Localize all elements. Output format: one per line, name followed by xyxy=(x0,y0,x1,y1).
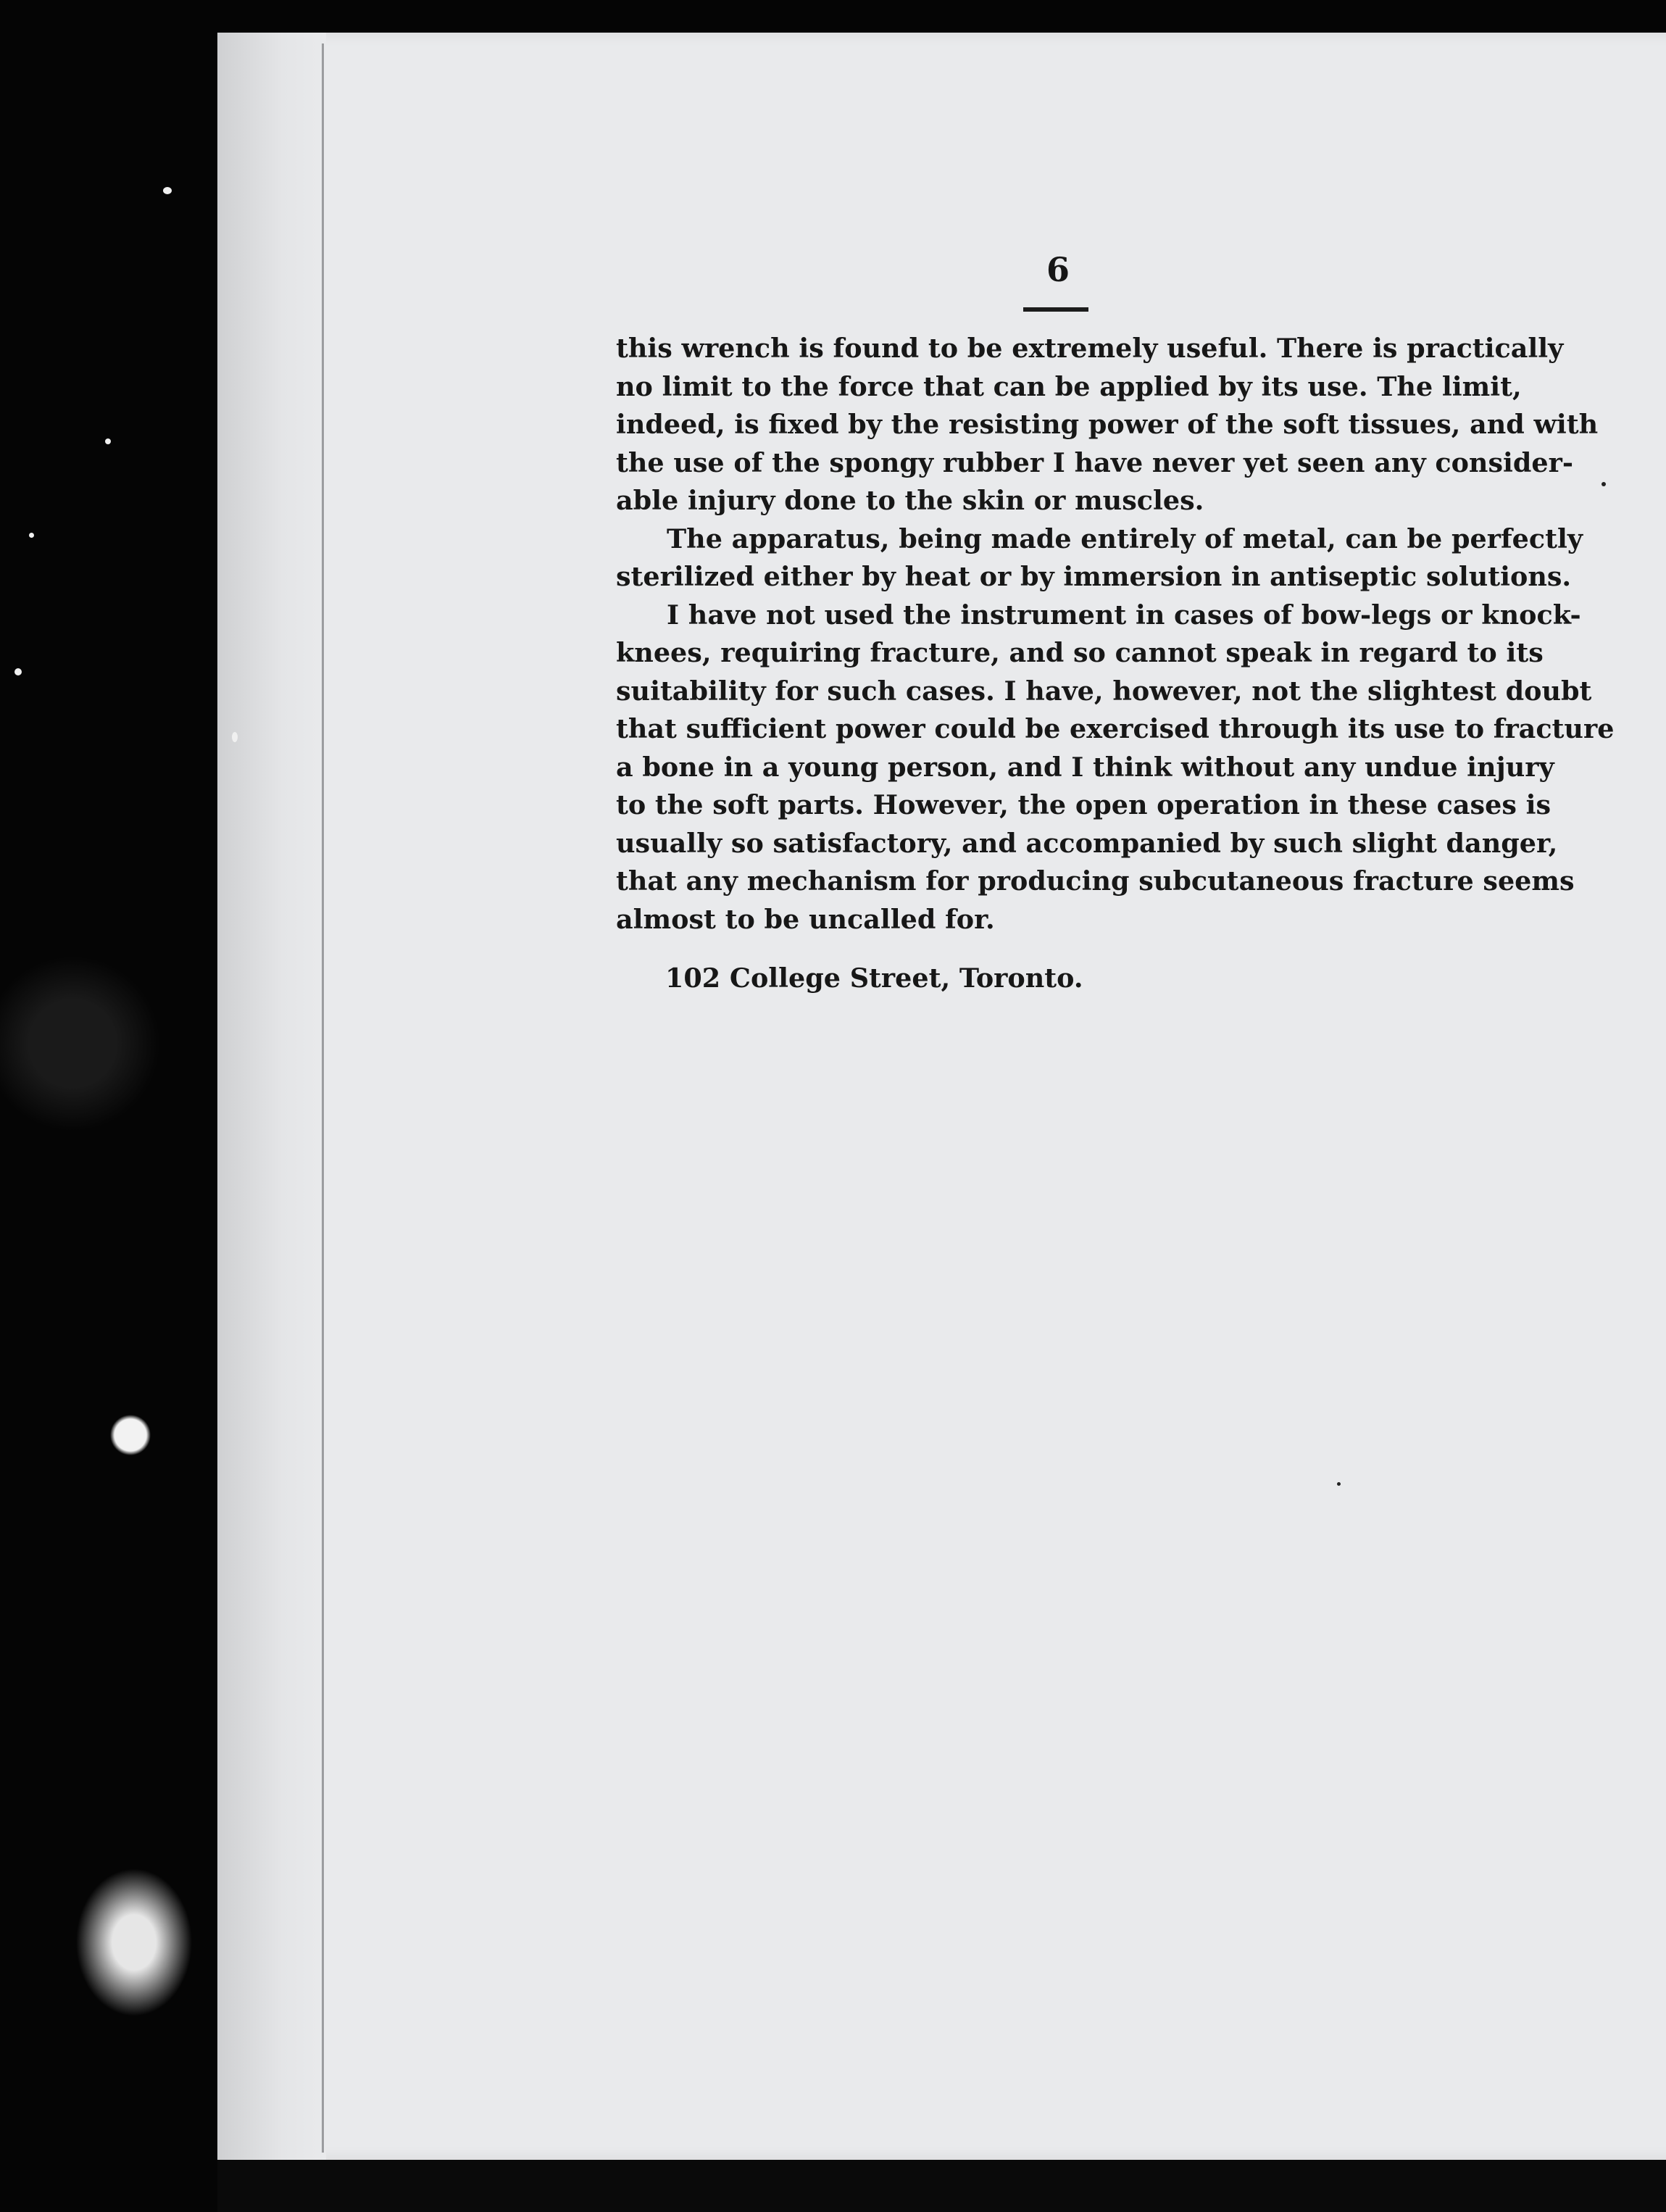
page-number: 6 xyxy=(1046,250,1070,289)
text-line: that sufficient power could be exercised through its use to fracture xyxy=(616,713,1615,744)
body-text xyxy=(616,330,1615,939)
text-line: I have not used the instrument in cases of bow-legs or knock- xyxy=(667,599,1581,631)
scan-bottom-edge xyxy=(217,2160,1666,2212)
text-line: suitability for such cases. I have, however, not the slightest doubt xyxy=(616,675,1592,707)
scan-speck xyxy=(232,732,238,742)
page-speck xyxy=(1337,1482,1341,1486)
page-fold-line xyxy=(322,43,324,2153)
page-number-rule xyxy=(1023,307,1088,312)
text-line: no limit to the force that can be applied by its use. The limit, xyxy=(616,370,1522,402)
text-line: that any mechanism for producing subcutaneous fracture seems xyxy=(616,865,1575,897)
text-line: a bone in a young person, and I think without any undue injury xyxy=(616,751,1554,783)
text-line: the use of the spongy rubber I have never yet seen any consider- xyxy=(616,446,1574,478)
text-line: usually so satisfactory, and accompanied by such slight danger, xyxy=(616,827,1558,859)
author-address: 102 College Street, Toronto. xyxy=(665,962,1083,994)
text-line: sterilized either by heat or by immersion in antiseptic solutions. xyxy=(616,561,1572,592)
text-line: almost to be uncalled for. xyxy=(616,903,995,935)
text-line: indeed, is fixed by the resisting power of the soft tissues, and with xyxy=(616,409,1599,440)
page-speck xyxy=(1602,482,1606,486)
text-line: The apparatus, being made entirely of metal, can be perfectly xyxy=(667,523,1583,554)
scan-speck xyxy=(163,187,172,194)
scan-speck xyxy=(14,668,22,675)
scan-speck xyxy=(29,533,34,538)
text-line: this wrench is found to be extremely useful. There is practically xyxy=(616,333,1564,364)
text-line: to the soft parts. However, the open operation in these cases is xyxy=(616,789,1551,820)
text-line: knees, requiring fracture, and so cannot speak in regard to its xyxy=(616,637,1544,668)
text-line: able injury done to the skin or muscles. xyxy=(616,485,1204,516)
scan-speck xyxy=(105,438,111,444)
page-binding-edge xyxy=(217,33,326,2160)
